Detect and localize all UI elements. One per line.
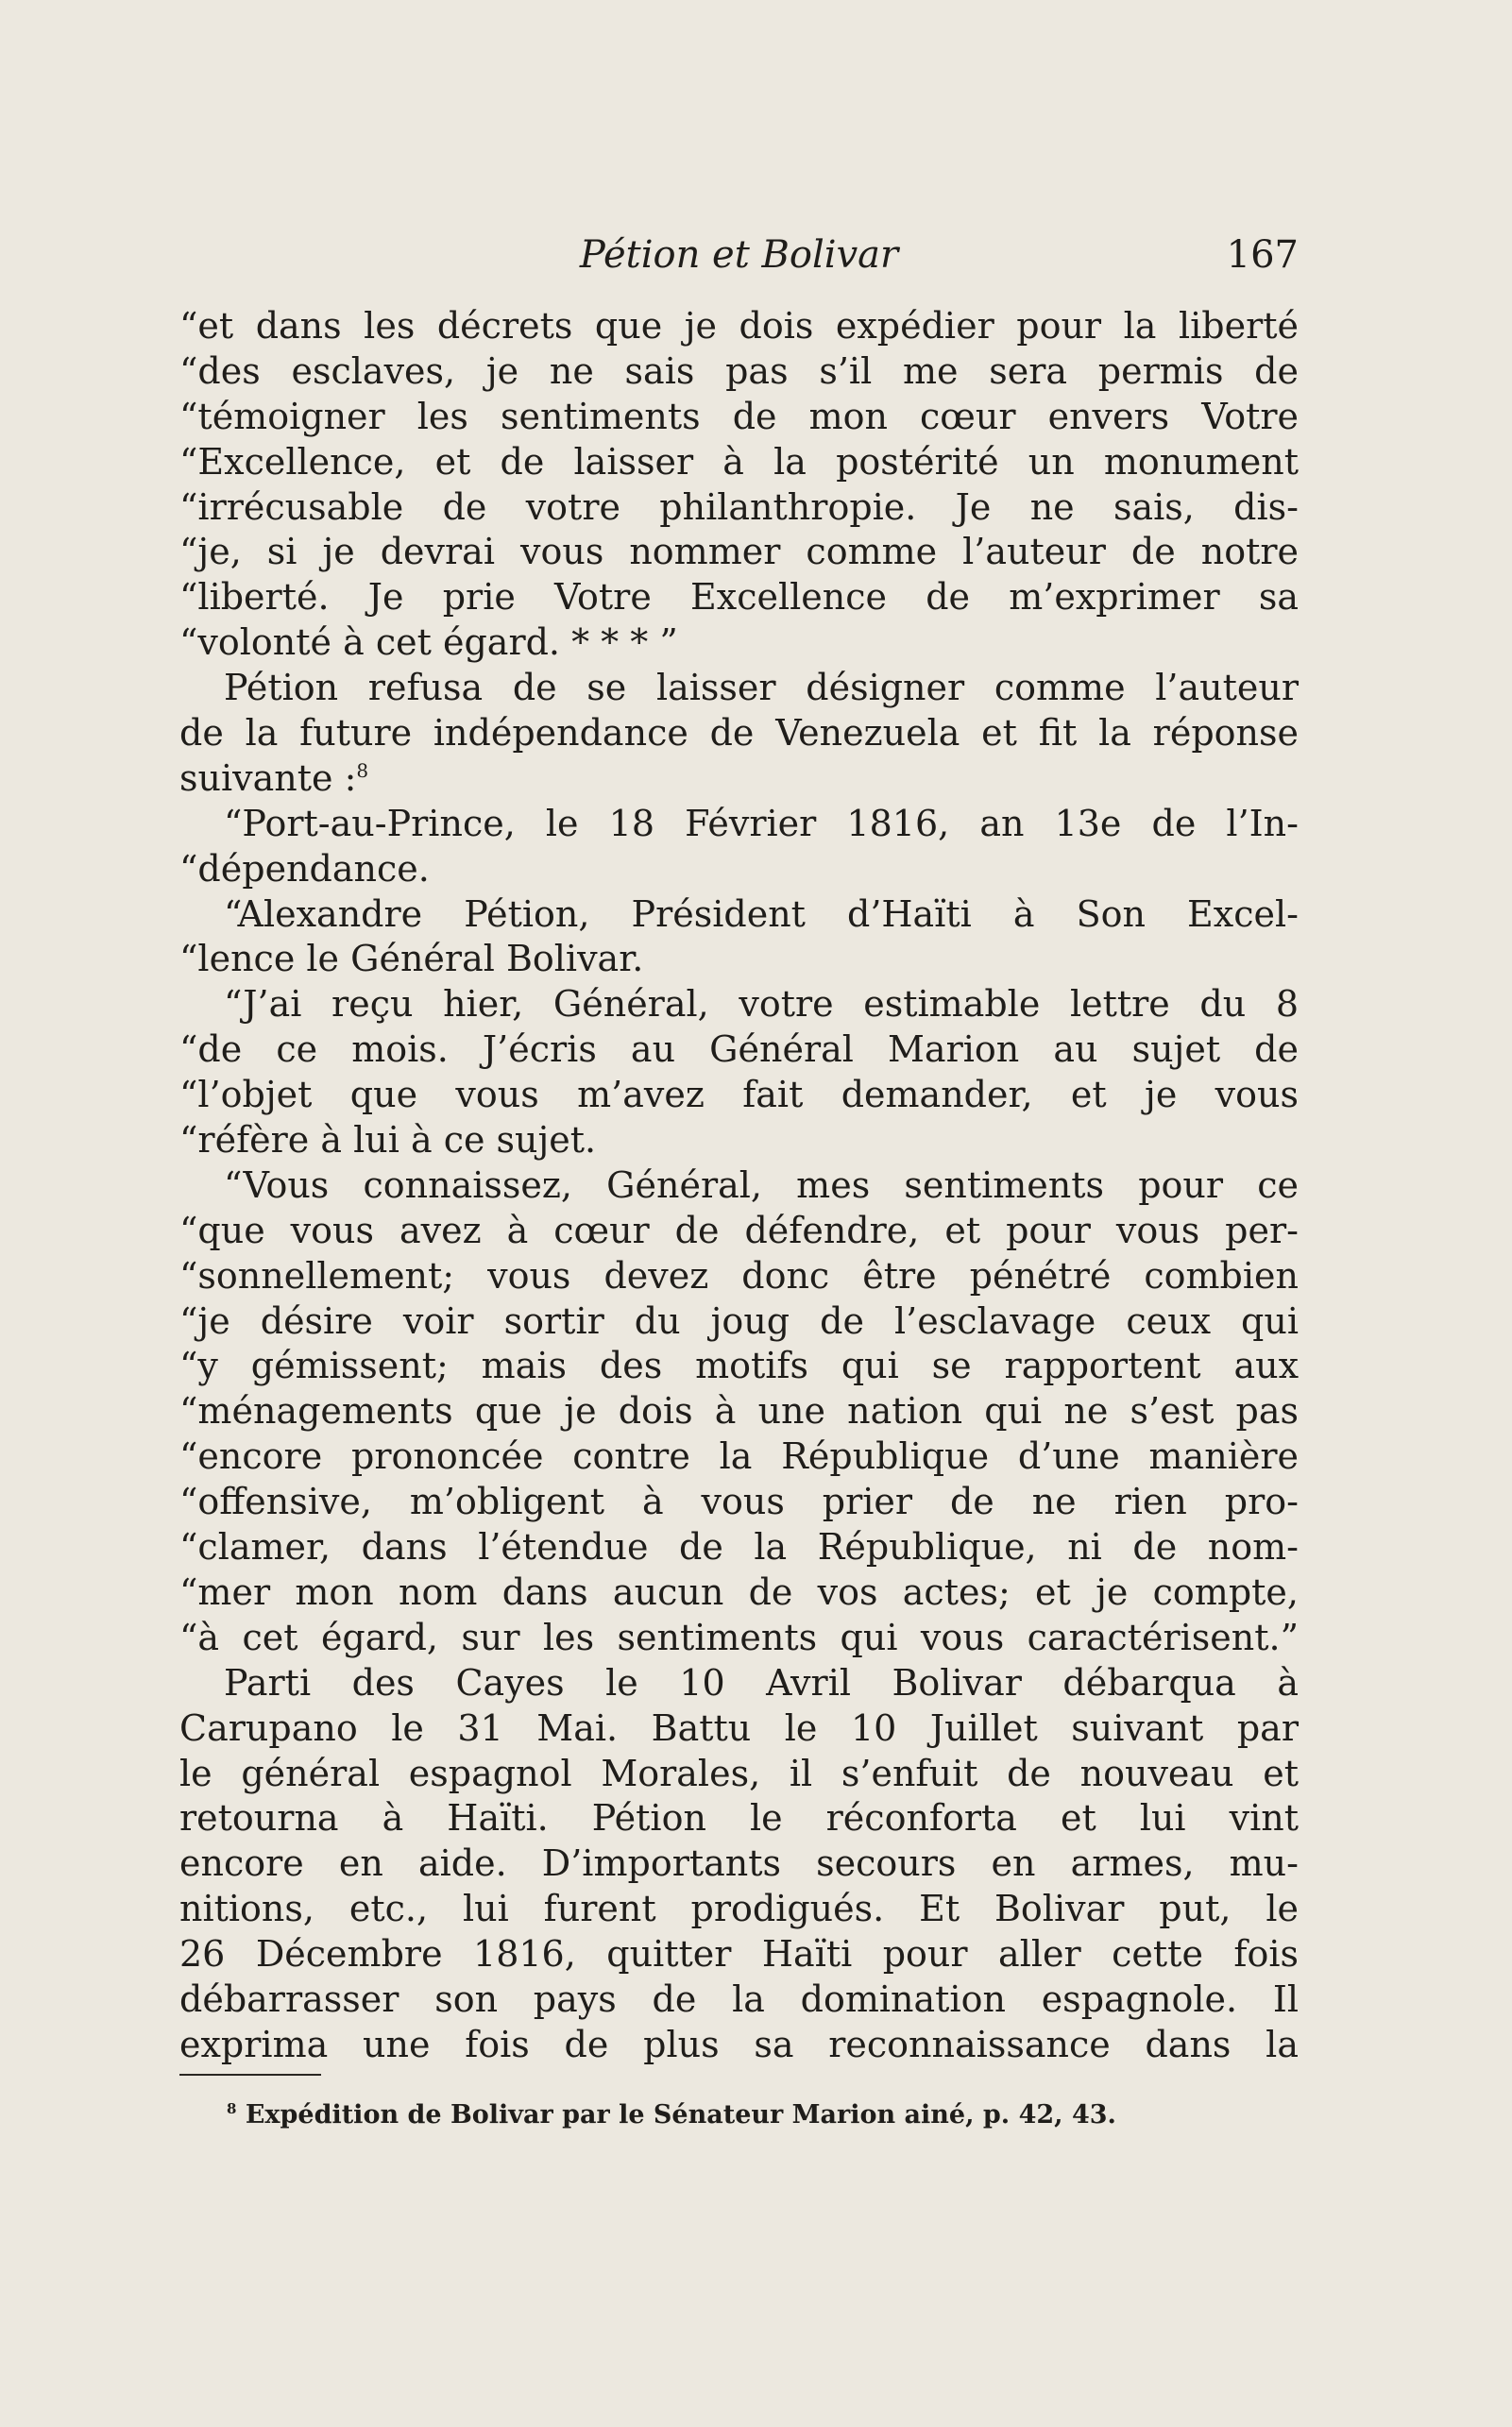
- text-line: “liberté. Je prie Votre Excellence de m’exprimer sa: [179, 576, 1299, 619]
- text-line: “volonté à cet égard. * * * ”: [179, 621, 678, 664]
- text-line: “Vous connaissez, Général, mes sentiments pour ce: [224, 1163, 1299, 1206]
- page-number: 167: [1226, 233, 1299, 277]
- text-line: “de ce mois. J’écris au Général Marion au sujet de: [179, 1028, 1299, 1071]
- text-line: débarrasser son pays de la domination espagnole. Il: [179, 1977, 1299, 2020]
- text-line: “je, si je devrai vous nommer comme l’auteur de notre: [179, 531, 1299, 573]
- text-line-with-footnote-ref: [179, 756, 1299, 802]
- text-line: “et dans les décrets que je dois expédier pour la liberté: [179, 305, 1299, 347]
- text-line: “irrécusable de votre philanthropie. Je ne sais, dis-: [179, 485, 1299, 528]
- text-line: “des esclaves, je ne sais pas s’il me sera permis de: [179, 349, 1299, 392]
- text-line: “offensive, m’obligent à vous prier de ne rien pro-: [179, 1481, 1299, 1523]
- footnote-text: Expédition de Bolivar par le Sénateur Marion ainé, p. 42, 43.: [245, 2100, 1116, 2130]
- text-line: “encore prononcée contre la République d’une manière: [179, 1435, 1299, 1478]
- footnote-marker: 8: [227, 2100, 237, 2117]
- text-line: “mer mon nom dans aucun de vos actes; et je compte,: [179, 1570, 1299, 1613]
- text-line: le général espagnol Morales, il s’enfuit de nouveau et: [179, 1752, 1299, 1794]
- footnote-divider: [179, 2074, 321, 2076]
- text-line: encore en aide. D’importants secours en armes, mu-: [179, 1842, 1299, 1885]
- text-line: “lence le Général Bolivar.: [179, 938, 644, 980]
- text-line: Pétion refusa de se laisser désigner comme l’auteur: [224, 667, 1299, 709]
- text-line: “l’objet que vous m’avez fait demander, et je vous: [179, 1074, 1299, 1116]
- text-line: nitions, etc., lui furent prodigués. Et Bolivar put, le: [179, 1888, 1299, 1930]
- text-line: “à cet égard, sur les sentiments qui vous caractérisent.”: [179, 1616, 1299, 1658]
- footnote-reference: 8: [356, 758, 369, 782]
- footnote: [227, 2090, 1116, 2134]
- text-line: retourna à Haïti. Pétion le réconforta et lui vint: [179, 1797, 1299, 1840]
- text-line: “Excellence, et de laisser à la postérité un monument: [179, 440, 1299, 483]
- text-line: suivante :: [179, 756, 357, 799]
- text-line: “Alexandre Pétion, Président d’Haïti à Son Excel-: [224, 892, 1299, 935]
- text-line: “clamer, dans l’étendue de la République, ni de nom-: [179, 1526, 1299, 1569]
- text-line: “ménagements que je dois à une nation qui ne s’est pas: [179, 1390, 1299, 1433]
- running-title: Pétion et Bolivar: [579, 233, 899, 277]
- text-line: “y gémissent; mais des motifs qui se rapportent aux: [179, 1345, 1299, 1387]
- text-line: “témoigner les sentiments de mon cœur envers Votre: [179, 395, 1299, 437]
- body-text: [179, 304, 1299, 2068]
- text-line: “je désire voir sortir du joug de l’esclavage ceux qui: [179, 1299, 1299, 1342]
- text-line: “sonnellement; vous devez donc être pénétré combien: [179, 1254, 1299, 1297]
- text-line: “dépendance.: [179, 847, 430, 890]
- text-line: “que vous avez à cœur de défendre, et pour vous per-: [179, 1209, 1299, 1251]
- text-line: Carupano le 31 Mai. Battu le 10 Juillet suivant par: [179, 1706, 1299, 1749]
- text-line: “réfère à lui à ce sujet.: [179, 1119, 597, 1162]
- text-line: 26 Décembre 1816, quitter Haïti pour aller cette fois: [179, 1933, 1299, 1976]
- text-line: Parti des Cayes le 10 Avril Bolivar débarqua à: [224, 1661, 1299, 1704]
- text-line: exprima une fois de plus sa reconnaissance dans la: [179, 2023, 1299, 2065]
- text-line: “Port-au-Prince, le 18 Février 1816, an 13e de l’In-: [224, 802, 1299, 844]
- page-header: [179, 227, 1299, 283]
- text-line: “J’ai reçu hier, Général, votre estimable lettre du 8: [224, 983, 1299, 1026]
- text-line: de la future indépendance de Venezuela et fit la réponse: [179, 712, 1299, 755]
